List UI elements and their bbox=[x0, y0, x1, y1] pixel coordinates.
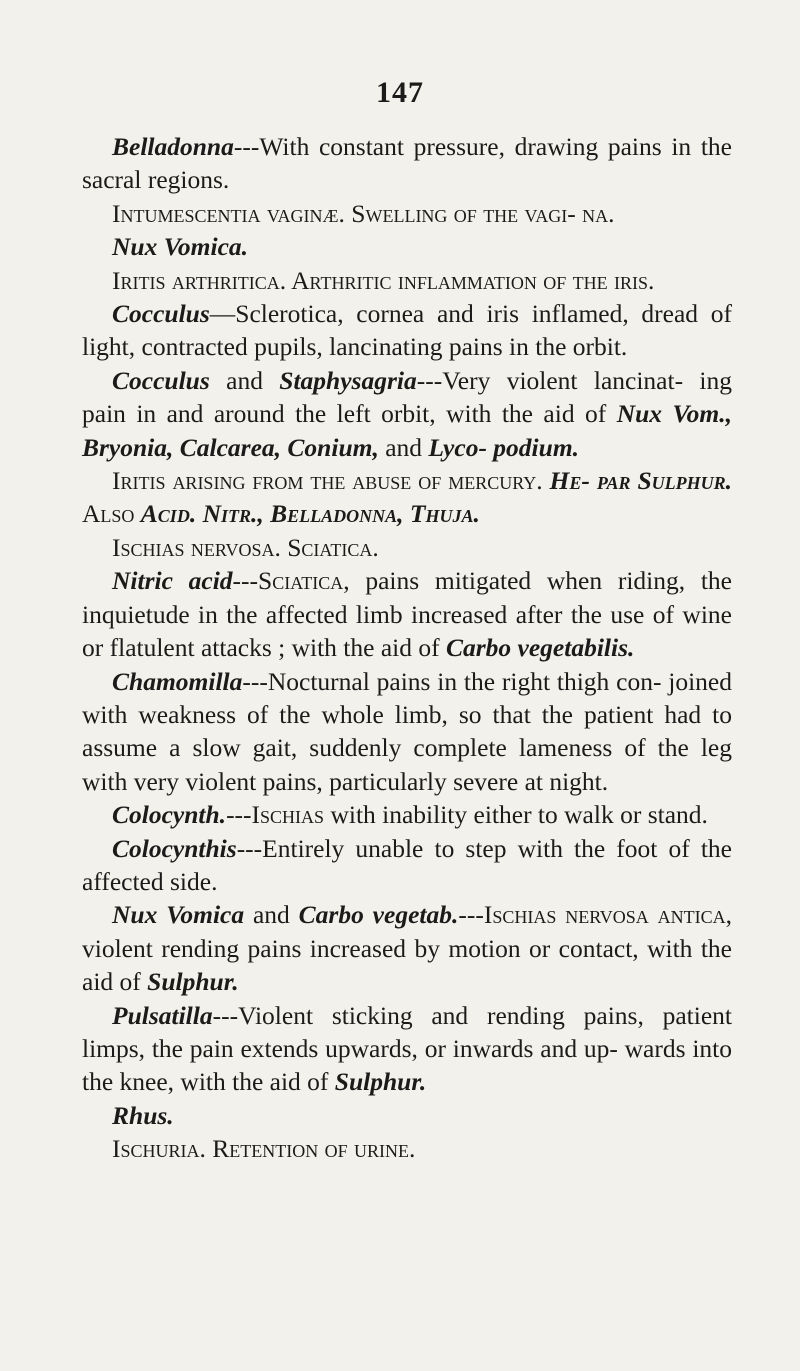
text-run: Ischuria. Retention of urine. bbox=[112, 1134, 416, 1164]
paragraph bbox=[82, 665, 732, 799]
text-run: Ischias nervosa antica bbox=[483, 900, 726, 930]
remedy-name: Acid. Nitr., Belladonna, Thuja. bbox=[140, 499, 480, 529]
text-run: Ischias bbox=[251, 800, 325, 830]
text-run: --- bbox=[232, 566, 259, 596]
remedy-name: Colocynth. bbox=[112, 800, 227, 830]
text-run: Iritis arthritica. Arthritic inflammation of the iris. bbox=[112, 265, 655, 295]
paragraph bbox=[82, 798, 732, 831]
body-text bbox=[82, 130, 732, 1166]
text-run: Intumescentia vaginæ. Swelling of the vagi- na. bbox=[112, 198, 615, 228]
text-run: ---Entirely unable to step with the foot of the affected side. bbox=[82, 833, 732, 896]
remedy-name: Staphysagria bbox=[279, 365, 417, 395]
paragraph bbox=[82, 130, 732, 197]
paragraph bbox=[82, 1099, 732, 1132]
remedy-name: Nitric acid bbox=[112, 566, 233, 596]
text-run: and bbox=[209, 365, 280, 395]
remedy-name: He- par Sulphur. bbox=[549, 466, 732, 496]
remedy-name: Carbo vegetab. bbox=[298, 900, 459, 930]
remedy-name: Sulphur. bbox=[334, 1067, 427, 1097]
section-heading bbox=[82, 1132, 732, 1165]
text-run: --- bbox=[458, 900, 484, 930]
text-run: ---Violent sticking and rending pains, patient limps, the pain extends upwards, or inwards and up- wards into the knee, with the aid of bbox=[82, 1000, 732, 1097]
text-run: ---Nocturnal pains in the right thigh con- joined with weakness of the whole limb, so that the patient had to assume a slow gait, suddenly complete lameness of the leg with very violent pains, particularly severe at night. bbox=[82, 666, 732, 796]
remedy-name: Rhus. bbox=[112, 1100, 174, 1130]
remedy-name: Sulphur. bbox=[147, 967, 239, 997]
section-heading bbox=[82, 464, 732, 531]
text-run: Ischias nervosa. Sciatica. bbox=[112, 532, 379, 562]
paragraph bbox=[82, 564, 732, 664]
text-run: Iritis arising from the abuse of mercury. bbox=[112, 466, 550, 496]
text-run: —Sclerotica, cornea and iris inflamed, dread of light, contracted pupils, lancinating pains in the orbit. bbox=[82, 299, 732, 362]
text-run: with inability either to walk or stand. bbox=[324, 800, 708, 830]
text-run: --- bbox=[226, 800, 252, 830]
remedy-name: Cocculus bbox=[112, 365, 210, 395]
paragraph bbox=[82, 297, 732, 364]
paragraph bbox=[82, 898, 732, 998]
paragraph bbox=[82, 230, 732, 263]
text-run: ---Very violent lancinat- ing pain in and around the left orbit, with the aid of bbox=[82, 365, 732, 429]
page-number: 147 bbox=[376, 76, 424, 109]
remedy-name: Colocynthis bbox=[112, 833, 237, 863]
remedy-name: Cocculus bbox=[112, 299, 210, 329]
remedy-name: Nux Vomica. bbox=[112, 232, 249, 262]
text-run: , pains mitigated when riding, the inquietude in the affected limb increased after the use of wine or flatulent attacks ; with the aid of bbox=[82, 566, 732, 663]
section-heading bbox=[82, 264, 732, 297]
remedy-name: Chamomilla bbox=[112, 666, 243, 696]
remedy-name: Nux Vom., Bryonia, Calcarea, Conium, bbox=[82, 399, 732, 462]
text-run: ---With constant pressure, drawing pains in the sacral regions. bbox=[82, 132, 732, 195]
remedy-name: Nux Vomica bbox=[112, 900, 245, 930]
section-heading bbox=[82, 531, 732, 564]
text-run: , violent rending pains increased by motion or contact, with the aid of bbox=[82, 900, 732, 997]
paragraph bbox=[82, 364, 732, 464]
remedy-name: Belladonna bbox=[112, 132, 234, 161]
section-heading bbox=[82, 197, 732, 230]
text-run: Sciatica bbox=[258, 566, 344, 596]
remedy-name: Carbo vegetabilis. bbox=[445, 633, 635, 663]
text-run: Also bbox=[82, 499, 141, 529]
remedy-name: Lyco- podium. bbox=[428, 432, 580, 462]
text-run: and bbox=[244, 900, 299, 930]
paragraph bbox=[82, 832, 732, 899]
text-run: and bbox=[378, 432, 429, 462]
remedy-name: Pulsatilla bbox=[112, 1000, 213, 1030]
paragraph bbox=[82, 999, 732, 1099]
